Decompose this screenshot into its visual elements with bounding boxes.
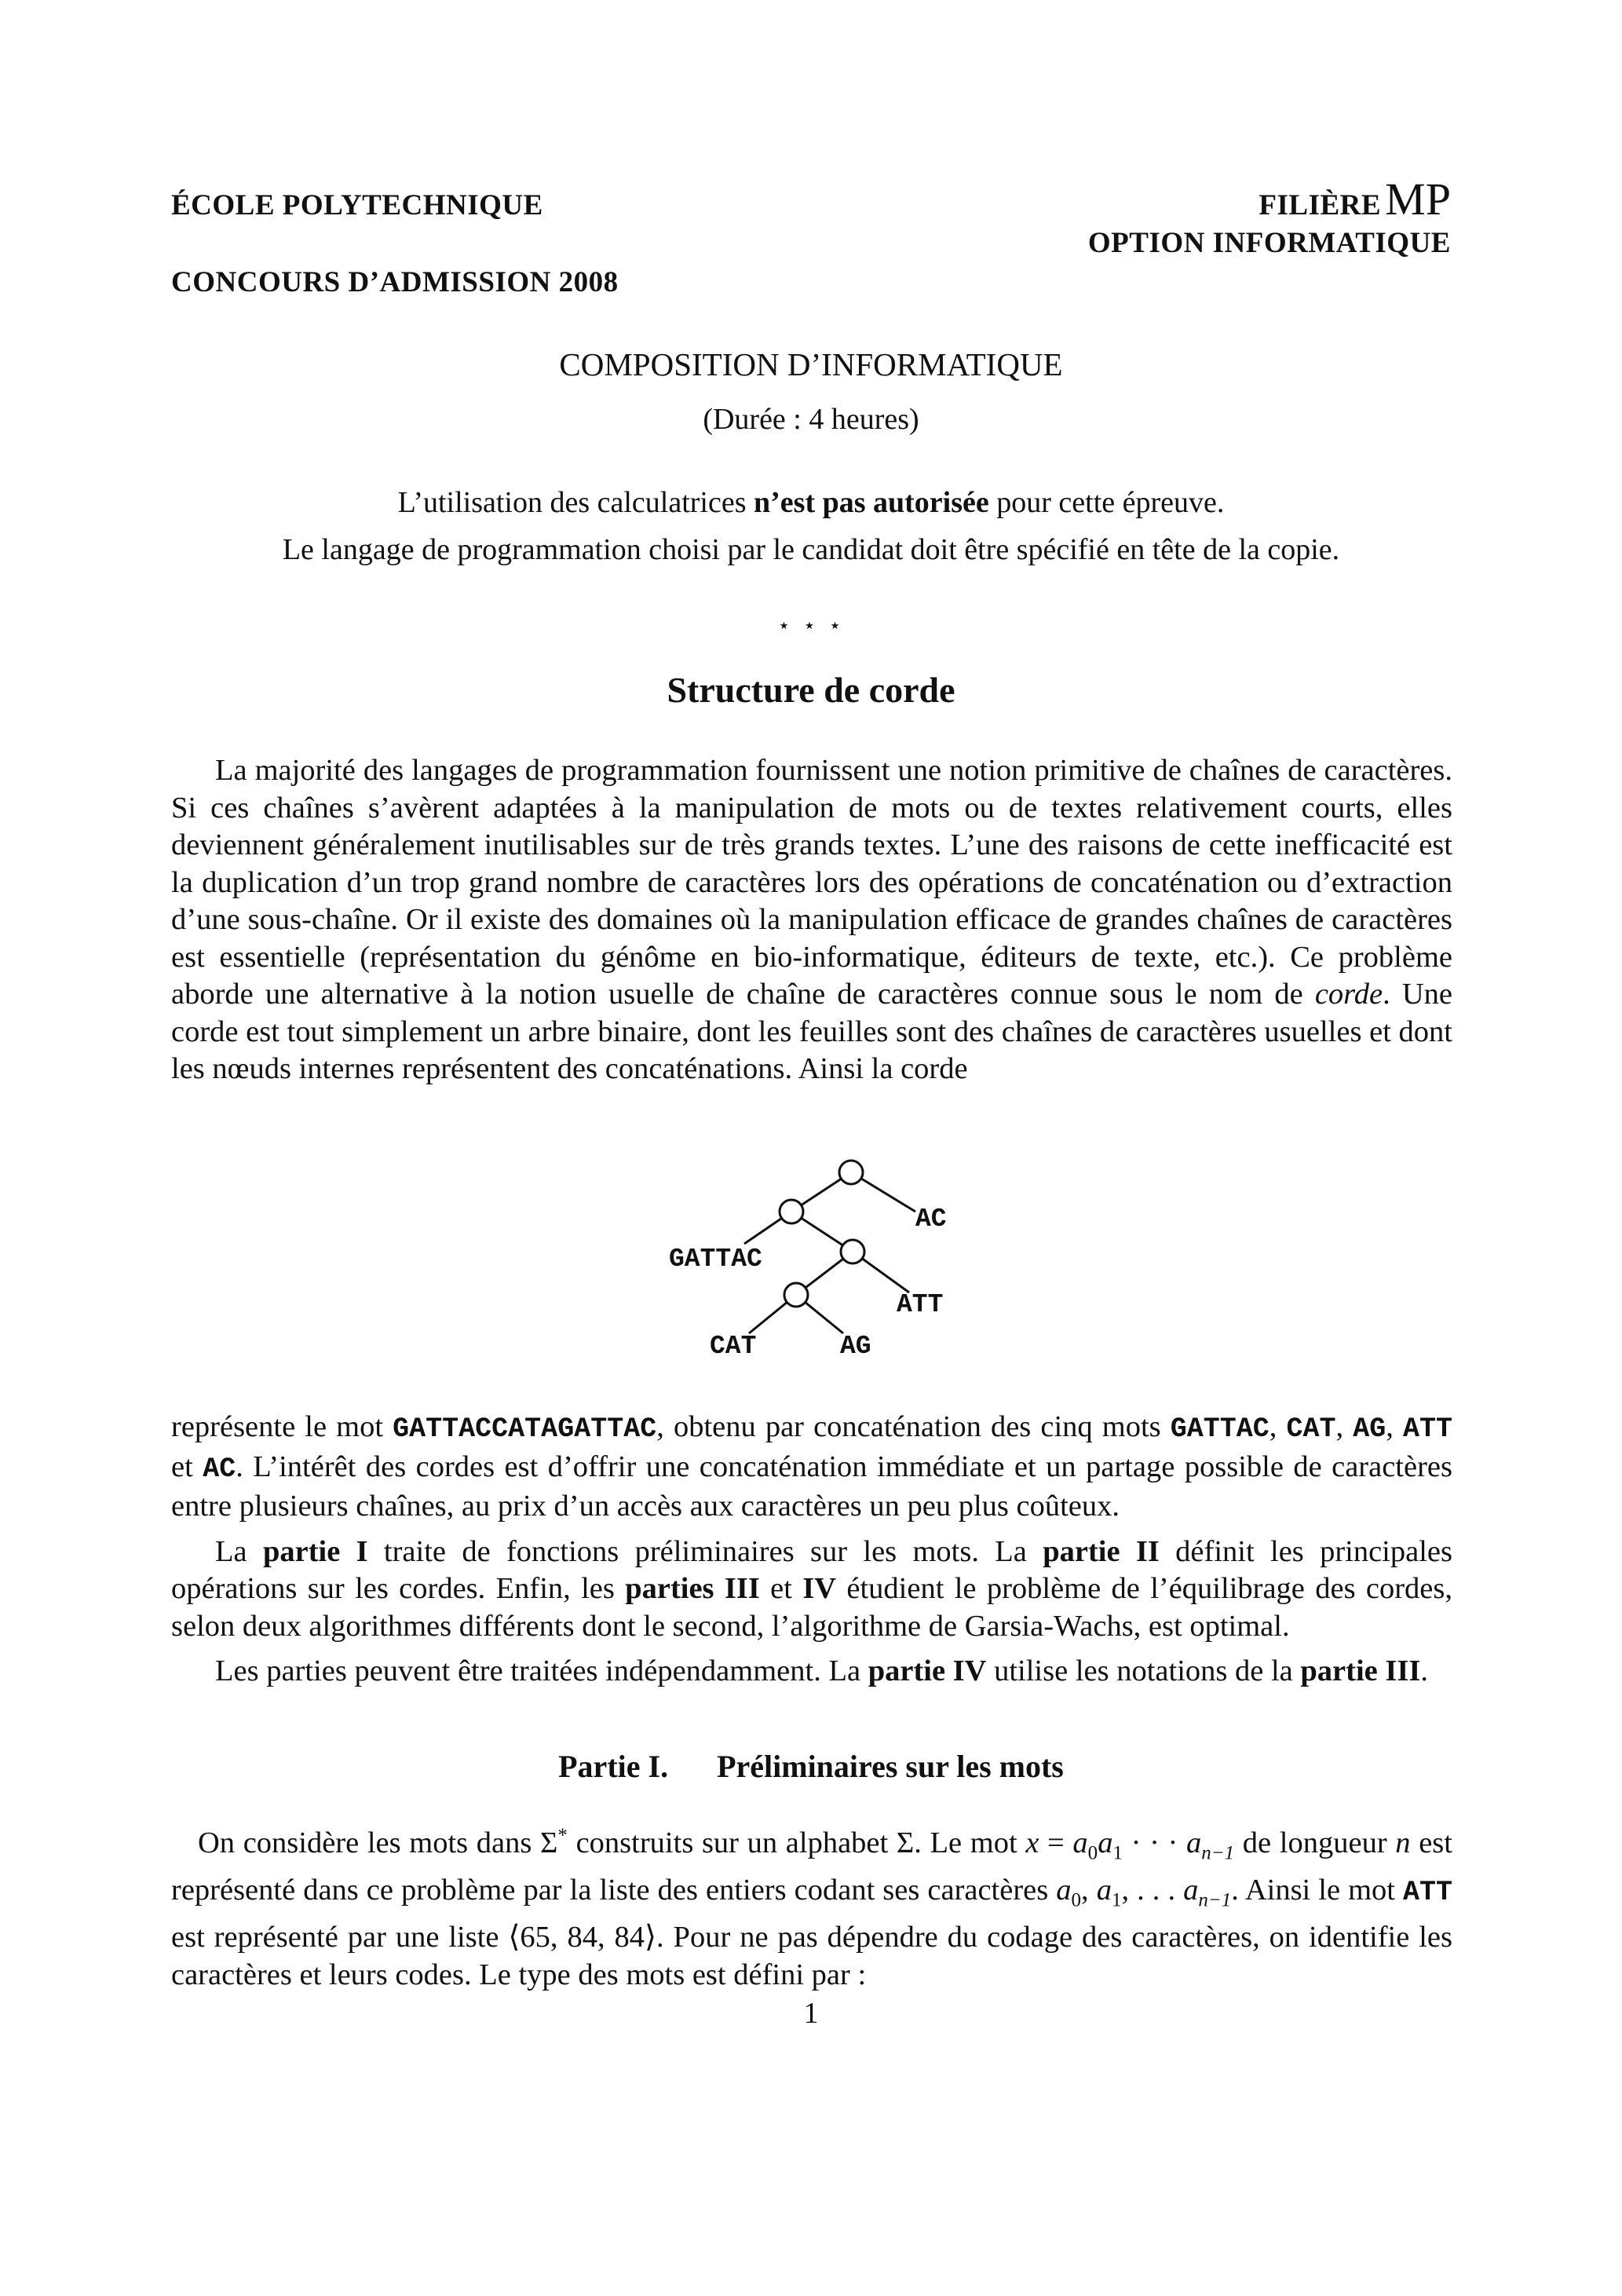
conjunction: et — [171, 1450, 203, 1483]
ref-part-ii: partie II — [1043, 1534, 1160, 1568]
p4-a: Les parties peuvent être traitées indépendamment. La — [215, 1654, 868, 1687]
s1-b: construits sur un alphabet Σ. Le mot — [567, 1826, 1026, 1859]
section-1-heading — [0, 1748, 1622, 1785]
s1-f: , . . . — [1121, 1874, 1184, 1907]
word-att: ATT — [1403, 1413, 1453, 1445]
ref-parts-iii: parties III — [625, 1572, 760, 1605]
s1-c: de longueur — [1234, 1826, 1396, 1859]
tree-leaf-ag: AG — [840, 1332, 871, 1361]
after-diagram-text — [171, 1409, 1452, 1691]
separator: , — [1269, 1410, 1287, 1443]
filiere-code: MP — [1385, 174, 1451, 225]
exam-title-text: COMPOSITION D’INFORMATIQUE — [559, 346, 1063, 382]
sub-1-2: 1 — [1111, 1889, 1122, 1911]
section-1-title: Préliminaires sur les mots — [717, 1749, 1064, 1784]
filiere-label: FILIÈRE — [1259, 189, 1382, 221]
ref-part-i: partie I — [262, 1534, 368, 1568]
calculator-rule — [0, 485, 1622, 520]
sub-n-minus-1: n−1 — [1201, 1842, 1235, 1864]
var-x: x — [1025, 1826, 1039, 1859]
equals: = — [1039, 1826, 1073, 1859]
s1-g: . Ainsi le mot — [1231, 1874, 1404, 1907]
p4-c: . — [1420, 1654, 1428, 1687]
tree-leaf-ac: AC — [915, 1205, 947, 1234]
var-n: n — [1395, 1826, 1411, 1859]
s1-d: est représenté dans ce problème par la liste des entiers codant ses caractères — [171, 1826, 1452, 1907]
cdots: · · · — [1122, 1826, 1186, 1859]
p2-text-c: . L’intérêt des cordes est d’offrir une concaténation immédiate et un partage possible de caractères entre plusieurs chaînes, au prix d’un accès aux caractères un peu plus coûteux. — [171, 1450, 1452, 1523]
var-an-2: a — [1183, 1874, 1199, 1907]
p2-text-b: , obtenu par concaténation des cinq mots — [656, 1410, 1171, 1443]
tree-node — [839, 1161, 863, 1184]
kleene-star: * — [557, 1825, 568, 1846]
word-gattac: GATTAC — [1170, 1413, 1269, 1445]
s1-a: On considère les mots dans Σ — [198, 1826, 558, 1859]
s1-h: est représenté par une liste ⟨65, 84, 84⟩. Pour ne pas dépendre du codage des caractères, on identifie les caractères et leurs codes. Le type des mots est défini par : — [171, 1921, 1452, 1991]
separator: , — [1335, 1410, 1353, 1443]
p3-c: définit les principales opérations sur les cordes. Enfin, les — [171, 1534, 1452, 1605]
tree-node — [841, 1240, 864, 1263]
section-1-body — [171, 1817, 1452, 1994]
var-a0: a — [1072, 1826, 1088, 1859]
tree-node — [784, 1283, 808, 1307]
s1-e: , — [1081, 1874, 1097, 1907]
paragraph-represents — [171, 1409, 1452, 1526]
paragraph-parts-overview — [171, 1534, 1452, 1646]
p3-b: traite de fonctions préliminaires sur les mots. La — [367, 1534, 1043, 1568]
word-att-2: ATT — [1403, 1877, 1453, 1909]
school-name: ÉCOLE POLYTECHNIQUE — [171, 189, 543, 221]
rule1-prefix: L’utilisation des calculatrices — [397, 486, 754, 519]
p2-text-a: représente le mot — [171, 1410, 393, 1443]
intro-corde-term: corde — [1314, 978, 1383, 1011]
ref-part-iv: IV — [802, 1572, 837, 1605]
intro-text-a: La majorité des langages de programmation fournissent une notion primitive de chaînes de caractères. Si ces chaînes s’avèrent adaptées à la manipulation de mots ou de textes relativement courts, elles deviennent généralement inutilisables sur de très grands textes. L’une des raisons de cette inefficacité est la duplication d’un trop grand nombre de caractères lors des opérations de concaténation ou d’extraction d’une sous-chaîne. Or il existe des domaines où la manipulation efficace de grandes chaînes de caractères est essentielle (représentation du génôme en bio-informatique, éditeurs de texte, etc.). Ce problème aborde une alternative à la notion usuelle de chaîne de caractères connue sous le nom de — [171, 754, 1452, 1011]
p3-et: et — [759, 1572, 803, 1605]
intro-text-b: . Une corde est tout simplement un arbre binaire, dont les feuilles sont des chaînes de caractères usuelles et dont les nœuds internes représentent des concaténations. Ainsi la corde — [171, 978, 1452, 1085]
exam-duration: (Durée : 4 heures) — [703, 403, 919, 436]
page-number: 1 — [803, 1997, 819, 2030]
p4-b: utilise les notations de la — [986, 1654, 1301, 1687]
var-a1-2: a — [1096, 1874, 1112, 1907]
option-label: OPTION INFORMATIQUE — [1087, 227, 1451, 259]
separator: , — [1386, 1410, 1404, 1443]
stars-separator: ⋆ ⋆ ⋆ — [777, 614, 845, 638]
var-an: a — [1186, 1826, 1202, 1859]
tree-leaf-cat: CAT — [710, 1332, 757, 1361]
sub-n-minus-1-2: n−1 — [1198, 1889, 1232, 1911]
sub-0: 0 — [1087, 1842, 1098, 1864]
rope-tree-diagram — [644, 1146, 974, 1374]
paragraph-independence — [171, 1653, 1452, 1691]
section-1-number: Partie I. — [558, 1749, 669, 1784]
p3-a: La — [215, 1534, 263, 1568]
sub-0-2: 0 — [1071, 1889, 1082, 1911]
tree-node — [780, 1200, 803, 1223]
rule1-suffix: pour cette épreuve. — [988, 486, 1225, 519]
ref-part-iii: partie III — [1300, 1654, 1421, 1687]
ref-part-iv-2: partie IV — [868, 1654, 987, 1687]
tree-leaf-att: ATT — [897, 1290, 944, 1319]
word-cat: CAT — [1286, 1413, 1336, 1445]
contest-name: CONCOURS D’ADMISSION 2008 — [171, 266, 619, 298]
rule1-emphasis: n’est pas autorisée — [754, 486, 989, 519]
word-ag: AG — [1353, 1413, 1386, 1445]
var-a1: a — [1098, 1826, 1113, 1859]
word-ac: AC — [203, 1453, 236, 1485]
intro-paragraph — [171, 752, 1452, 1088]
var-a0-2: a — [1056, 1874, 1072, 1907]
tree-leaf-gattac: GATTAC — [669, 1245, 762, 1274]
filiere — [1259, 173, 1451, 225]
language-rule: Le langage de programmation choisi par le candidat doit être spécifié en tête de la copie. — [282, 533, 1340, 566]
sub-1: 1 — [1112, 1842, 1123, 1864]
full-word: GATTACCATAGATTAC — [393, 1413, 657, 1445]
p3-d: étudient le problème de l’équilibrage des cordes, selon deux algorithmes différents dont le second, l’algorithme de Garsia-Wachs, est optimal. — [171, 1572, 1452, 1643]
document-title: Structure de corde — [667, 670, 955, 710]
exam-title — [0, 345, 1622, 383]
